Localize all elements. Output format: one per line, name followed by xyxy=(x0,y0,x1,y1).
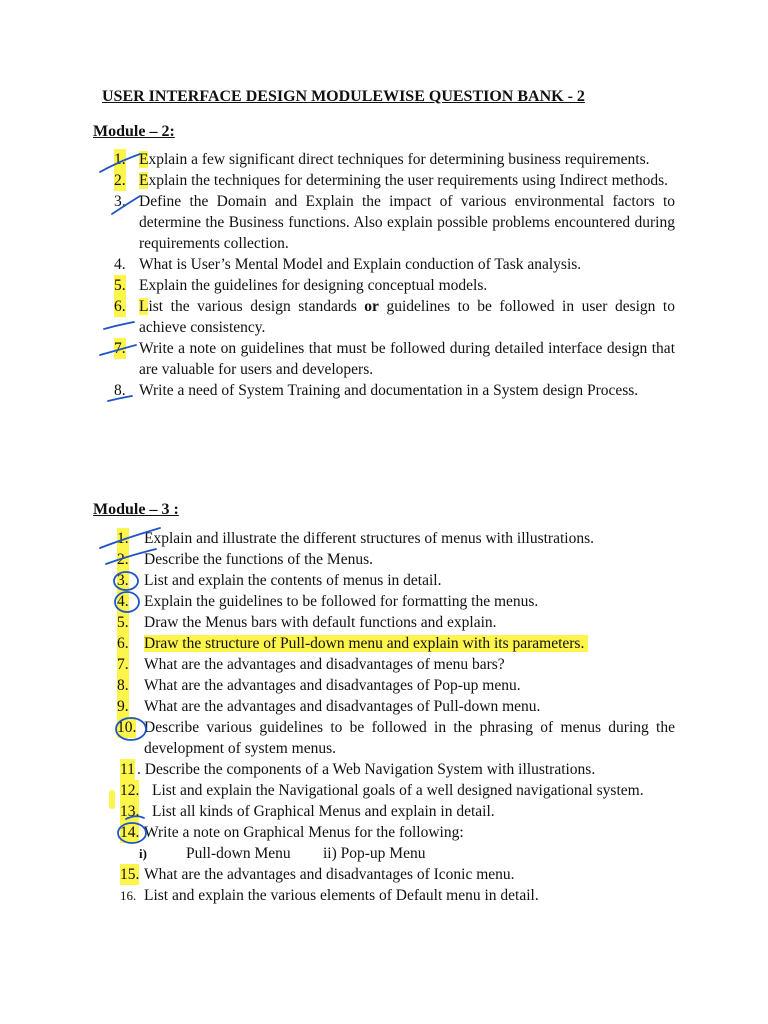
question-text: List and explain the various elements of Default menu in detail. xyxy=(144,887,539,904)
question-number: 2. xyxy=(117,551,129,568)
question-text: guidelines to be followed in user design to achieve consistency. xyxy=(139,298,675,336)
question-text: What are the advantages and disadvantages of menu bars? xyxy=(144,656,505,673)
question-number: 14. xyxy=(120,824,140,841)
question-text: Explain the guidelines to be followed for formatting the menus. xyxy=(144,593,539,610)
question-number: 1. xyxy=(114,151,126,168)
question-number: 3. xyxy=(114,193,126,210)
list-item xyxy=(0,191,768,254)
question-text: Draw the structure of Pull-down menu and explain with its parameters. xyxy=(144,635,588,652)
question-number: 5. xyxy=(117,614,129,631)
question-text: ist the various design standards xyxy=(148,298,365,315)
list-item xyxy=(0,864,768,885)
question-text: List and explain the Navigational goals of a well designed navigational system. xyxy=(152,782,644,799)
question-number: 7. xyxy=(114,340,126,357)
list-item xyxy=(0,885,768,906)
question-text: Write a need of System Training and documentation in a System design Process. xyxy=(139,382,639,399)
question-number: 1. xyxy=(117,530,129,547)
question-text: Draw the Menus bars with default functions and explain. xyxy=(144,614,497,631)
question-number: 7. xyxy=(117,656,129,673)
list-item xyxy=(0,759,768,780)
question-text: What are the advantages and disadvantages of Pull-down menu. xyxy=(144,698,541,715)
list-item xyxy=(0,801,768,822)
question-number: 12. xyxy=(120,782,140,799)
list-item xyxy=(0,591,768,612)
question-number: 6. xyxy=(117,635,129,652)
list-item xyxy=(0,570,768,591)
question-number: 2. xyxy=(114,172,126,189)
question-text: List and explain the contents of menus in detail. xyxy=(144,572,442,589)
list-item xyxy=(0,822,768,843)
module-3-heading: Module – 3 : xyxy=(93,501,179,518)
question-number: 8. xyxy=(114,382,126,399)
question-first-letter: E xyxy=(139,151,149,168)
question-bold-word: or xyxy=(364,298,379,315)
sub-option-marker: i) xyxy=(139,846,147,861)
question-text: What are the advantages and disadvantages of Iconic menu. xyxy=(144,866,515,883)
question-number: 16. xyxy=(120,888,137,903)
question-number: 4. xyxy=(114,256,126,273)
list-item xyxy=(0,170,768,191)
module-2-heading: Module – 2: xyxy=(93,123,175,140)
list-item xyxy=(0,338,768,380)
question-text: List all kinds of Graphical Menus and explain in detail. xyxy=(152,803,495,820)
question-text: What is User’s Mental Model and Explain conduction of Task analysis. xyxy=(139,256,582,273)
list-item xyxy=(0,296,768,338)
module-3-questions xyxy=(0,528,768,906)
question-first-letter: L xyxy=(139,298,149,315)
question-text: What are the advantages and disadvantages of Pop-up menu. xyxy=(144,677,521,694)
page-title: USER INTERFACE DESIGN MODULEWISE QUESTION BANK - 2 xyxy=(102,88,585,105)
question-text: Explain and illustrate the different structures of menus with illustrations. xyxy=(144,530,594,547)
question-text: Define the Domain and Explain the impact of various environmental factors to determine the Business functions. Also explain possible problems encountered during requirements collection. xyxy=(139,193,675,252)
module-2-questions xyxy=(0,149,768,401)
list-item xyxy=(0,549,768,570)
question-number: 11 xyxy=(120,761,135,778)
list-item-highlighted xyxy=(0,633,768,654)
question-number: 6. xyxy=(114,298,126,315)
question-text: Write a note on Graphical Menus for the following: xyxy=(144,824,464,841)
list-item xyxy=(0,675,768,696)
list-item xyxy=(0,275,768,296)
question-text: Describe the functions of the Menus. xyxy=(144,551,373,568)
list-item xyxy=(0,528,768,549)
list-item xyxy=(0,380,768,401)
question-number: 4. xyxy=(117,593,129,610)
question-number: 13. xyxy=(120,803,140,820)
question-text: xplain the techniques for determining the user requirements using Indirect methods. xyxy=(148,172,669,189)
question-text: Explain the guidelines for designing conceptual models. xyxy=(139,277,488,294)
sub-option-pulldown: Pull-down Menu xyxy=(186,845,291,862)
list-item xyxy=(0,254,768,275)
question-text: . Describe the components of a Web Navigation System with illustrations. xyxy=(137,761,596,778)
question-number: 3. xyxy=(117,572,129,589)
question-number: 15. xyxy=(120,866,140,883)
question-first-letter: E xyxy=(139,172,149,189)
list-item xyxy=(0,149,768,170)
list-item xyxy=(0,780,768,801)
list-item xyxy=(0,696,768,717)
question-text: Write a note on guidelines that must be followed during detailed interface design that are valuable for users and developers. xyxy=(139,340,675,378)
question-text: xplain a few significant direct techniques for determining business requirements. xyxy=(148,151,650,168)
question-number: 9. xyxy=(117,698,129,715)
sub-options-row xyxy=(0,843,768,864)
question-number: 5. xyxy=(114,277,126,294)
list-item xyxy=(0,654,768,675)
list-item xyxy=(0,717,768,759)
question-text: Describe various guidelines to be followed in the phrasing of menus during the development of system menus. xyxy=(144,719,675,757)
sub-option-popup: ii) Pop-up Menu xyxy=(323,845,426,862)
question-number: 8. xyxy=(117,677,129,694)
question-number: 10. xyxy=(117,719,137,736)
list-item xyxy=(0,612,768,633)
